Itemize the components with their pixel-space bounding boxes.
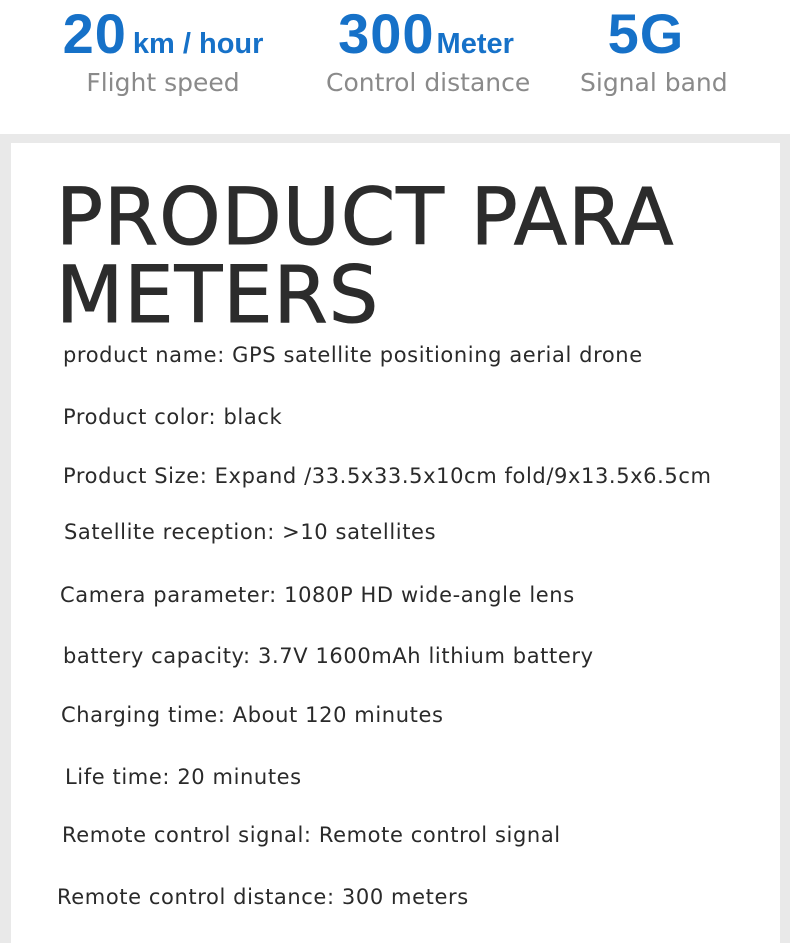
page-title: PRODUCT PARA METERS — [56, 173, 675, 341]
param-battery-capacity: battery capacity: 3.7V 1600mAh lithium battery — [63, 644, 594, 668]
control-distance-caption: Control distance — [326, 68, 531, 97]
control-distance-unit: Meter — [436, 28, 514, 60]
param-remote-distance: Remote control distance: 300 meters — [57, 885, 469, 909]
param-product-size: Product Size: Expand /33.5x33.5x10cm fold/9x13.5x6.5cm — [63, 464, 712, 488]
param-charging-time: Charging time: About 120 minutes — [61, 703, 444, 727]
flight-speed-value: 20 — [62, 2, 127, 65]
param-satellite-reception: Satellite reception: >10 satellites — [64, 520, 437, 544]
specs-banner — [0, 0, 790, 134]
product-parameters-panel — [11, 143, 780, 943]
flight-speed-stat — [56, 2, 270, 97]
param-camera: Camera parameter: 1080P HD wide-angle lens — [60, 583, 575, 607]
signal-band-caption: Signal band — [580, 68, 728, 97]
flight-speed-unit: km / hour — [132, 28, 264, 60]
signal-band-stat — [580, 2, 728, 97]
signal-band-value: 5G — [607, 2, 685, 65]
flight-speed-caption: Flight speed — [86, 68, 240, 97]
param-remote-signal: Remote control signal: Remote control signal — [62, 823, 561, 847]
param-product-name: product name: GPS satellite positioning aerial drone — [63, 343, 643, 367]
control-distance-stat — [326, 2, 531, 97]
control-distance-value: 300 — [338, 2, 435, 65]
param-product-color: Product color: black — [63, 405, 283, 429]
param-life-time: Life time: 20 minutes — [65, 765, 302, 789]
